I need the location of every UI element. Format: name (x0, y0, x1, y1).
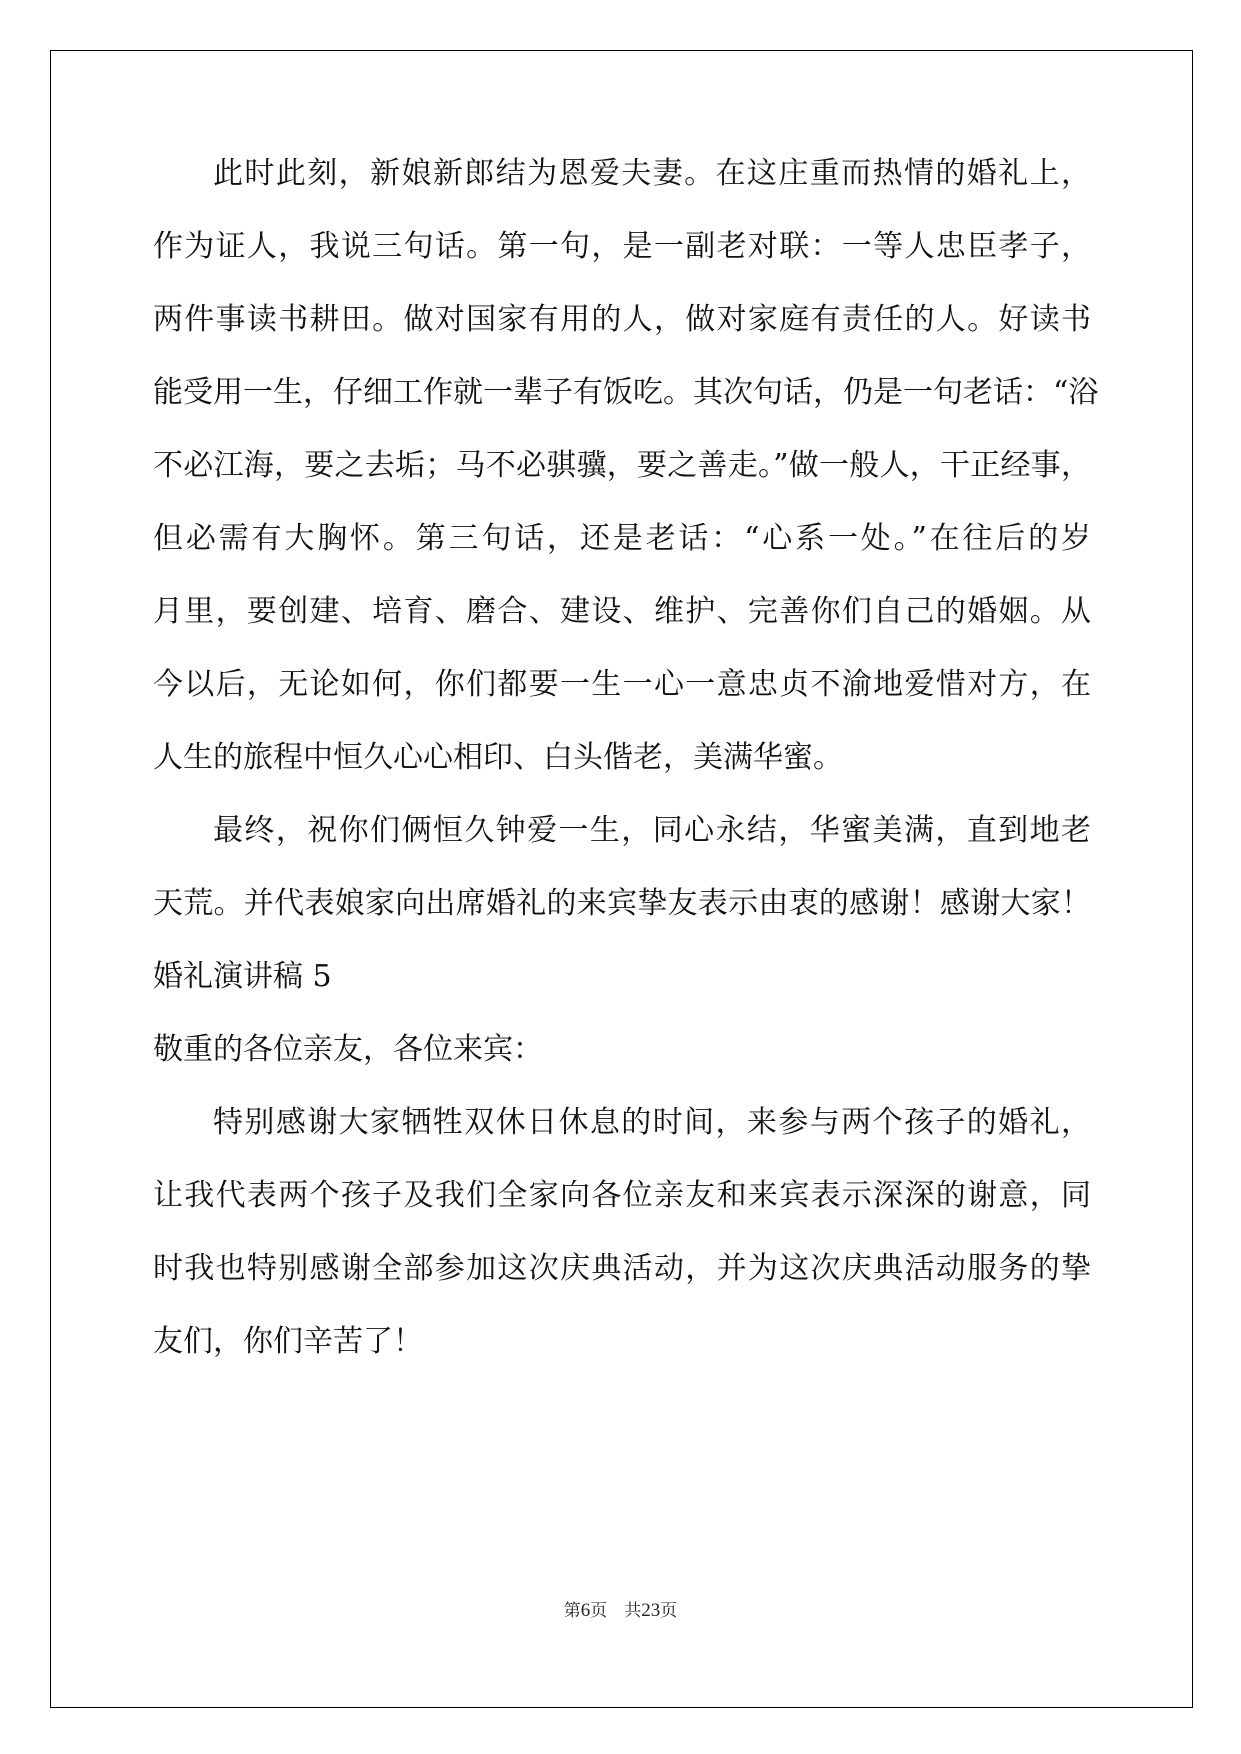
text-line: 两件事读书耕田。做对国家有用的人，做对家庭有责任的人。好读书 (153, 302, 1091, 337)
text-line: 让我代表两个孩子及我们全家向各位亲友和来宾表示深深的谢意，同 (153, 1178, 1091, 1213)
footer-suffix: 页 (660, 1601, 678, 1621)
total-pages: 23 (641, 1600, 661, 1621)
text-line: 今以后，无论如何，你们都要一生一心一意忠贞不渝地爱惜对方，在 (153, 667, 1091, 702)
text-line: 最终，祝你们俩恒久钟爱一生，同心永结，华蜜美满，直到地老 (213, 813, 1091, 848)
salutation: 敬重的各位亲友，各位来宾： (153, 1032, 543, 1067)
footer-prefix: 第 (563, 1601, 581, 1621)
page-border (50, 50, 1193, 1708)
page-footer (0, 1596, 1241, 1622)
text-line: 人生的旅程中恒久心心相印、白头偕老，美满华蜜。 (153, 740, 843, 775)
text-line: 不必江海，要之去垢；马不必骐骥，要之善走。”做一般人，干正经事， (153, 448, 1091, 483)
text-line: 能受用一生，仔细工作就一辈子有饭吃。其次句话，仍是一句老话：“浴 (153, 375, 1099, 410)
footer-mid: 页 共 (590, 1601, 642, 1621)
text-line: 作为证人，我说三句话。第一句，是一副老对联：一等人忠臣孝子， (153, 229, 1091, 264)
section-heading: 婚礼演讲稿 5 (153, 959, 332, 994)
text-line: 时我也特别感谢全部参加这次庆典活动，并为这次庆典活动服务的挚 (153, 1251, 1091, 1286)
page-number: 6 (580, 1600, 591, 1621)
text-line: 但必需有大胸怀。第三句话，还是老话：“心系一处。”在往后的岁 (153, 521, 1091, 556)
text-line: 此时此刻，新娘新郎结为恩爱夫妻。在这庄重而热情的婚礼上， (213, 156, 1091, 191)
text-line: 天荒。并代表娘家向出席婚礼的来宾挚友表示由衷的感谢！感谢大家！ (153, 886, 1091, 921)
text-line: 特别感谢大家牺牲双休日休息的时间，来参与两个孩子的婚礼， (213, 1105, 1091, 1140)
text-line: 友们，你们辛苦了！ (153, 1324, 423, 1359)
text-line: 月里，要创建、培育、磨合、建设、维护、完善你们自己的婚姻。从 (153, 594, 1091, 629)
